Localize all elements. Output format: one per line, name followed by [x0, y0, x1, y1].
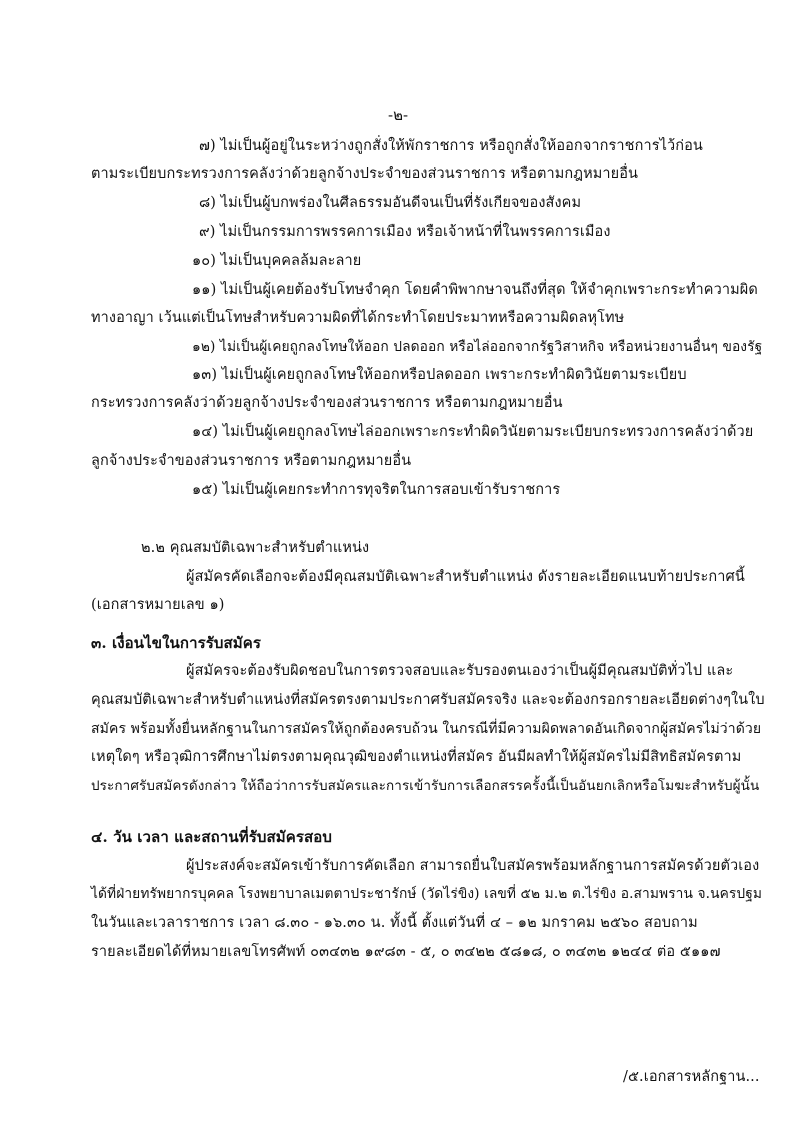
- qualification-item-14-line-1: ๑๔) ไม่เป็นผู้เคยถูกลงโทษไล่ออกเพราะกระทำผิดวินัยตามระเบียบกระทรวงการคลังว่าด้วย: [192, 424, 754, 440]
- section-4-line-4: รายละเอียดได้ที่หมายเลขโทรศัพท์ ๐๓๔๓๒ ๑๙๘๓ - ๕, ๐ ๓๔๒๒ ๕๘๑๘, ๐ ๓๔๓๒ ๑๒๔๔ ต่อ ๕๑๑๗: [91, 944, 721, 960]
- qualification-item-13-line-2: กระทรวงการคลังว่าด้วยลูกจ้างประจำของส่วนราชการ หรือตามกฎหมายอื่น: [91, 395, 563, 411]
- qualification-item-7-line-1: ๗) ไม่เป็นผู้อยู่ในระหว่างถูกสั่งให้พักราชการ หรือถูกสั่งให้ออกจากราชการไว้ก่อน: [199, 138, 703, 154]
- section-3-line-3: สมัคร พร้อมทั้งยื่นหลักฐานในการสมัครให้ถูกต้องครบถ้วน ในกรณีที่มีความผิดพลาดอันเกิดจากผู้สมัครไม่ว่าด้วย: [91, 721, 762, 737]
- qualification-item-14-line-2: ลูกจ้างประจำของส่วนราชการ หรือตามกฎหมายอื่น: [91, 453, 412, 469]
- section-2-2-line-1: ผู้สมัครคัดเลือกจะต้องมีคุณสมบัติเฉพาะสำหรับตำแหน่ง ดังรายละเอียดแนบท้ายประกาศนี้: [186, 569, 745, 585]
- section-3-line-5: ประกาศรับสมัครดังกล่าว ให้ถือว่าการรับสมัครและการเข้ารับการเลือกสรรครั้งนี้เป็นอันยกเลิกหรือโมฆะสำหรับผู้นั้น: [91, 778, 760, 794]
- section-2-2-heading: ๒.๒ คุณสมบัติเฉพาะสำหรับตำแหน่ง: [141, 540, 370, 556]
- qualification-item-10: ๑๐) ไม่เป็นบุคคลล้มละลาย: [192, 253, 362, 269]
- qualification-item-8: ๘) ไม่เป็นผู้บกพร่องในศีลธรรมอันดีจนเป็นที่รังเกียจของสังคม: [199, 195, 582, 211]
- section-2-2-line-2: (เอกสารหมายเลข ๑): [91, 597, 225, 613]
- qualification-item-9: ๙) ไม่เป็นกรรมการพรรคการเมือง หรือเจ้าหน้าที่ในพรรคการเมือง: [199, 224, 611, 240]
- section-4-line-3: ในวันและเวลาราชการ เวลา ๘.๓๐ - ๑๖.๓๐ น. ทั้งนี้ ตั้งแต่วันที่ ๔ – ๑๒ มกราคม ๒๕๖๐ สอบถาม: [91, 915, 698, 931]
- qualification-item-7-line-2: ตามระเบียบกระทรวงการคลังว่าด้วยลูกจ้างประจำของส่วนราชการ หรือตามกฎหมายอื่น: [91, 166, 639, 182]
- section-3-line-2: คุณสมบัติเฉพาะสำหรับตำแหน่งที่สมัครตรงตามประกาศรับสมัครจริง และจะต้องกรอกรายละเอียดต่างๆในใบ: [91, 692, 765, 708]
- section-4-heading: ๔. วัน เวลา และสถานที่รับสมัครสอบ: [91, 828, 332, 846]
- qualification-item-11-line-1: ๑๑) ไม่เป็นผู้เคยต้องรับโทษจำคุก โดยคำพิพากษาจนถึงที่สุด ให้จำคุกเพราะกระทำความผิด: [192, 282, 758, 298]
- qualification-item-15: ๑๕) ไม่เป็นผู้เคยกระทำการทุจริตในการสอบเข้ารับราชการ: [192, 482, 561, 498]
- page-number: -๒-: [388, 106, 409, 124]
- footer-continuation: /๕.เอกสารหลักฐาน...: [623, 1069, 760, 1085]
- qualification-item-13-line-1: ๑๓) ไม่เป็นผู้เคยถูกลงโทษให้ออกหรือปลดออก เพราะกระทำผิดวินัยตามระเบียบ: [192, 367, 687, 383]
- qualification-item-12: ๑๒) ไม่เป็นผู้เคยถูกลงโทษให้ออก ปลดออก หรือไล่ออกจากรัฐวิสาหกิจ หรือหน่วยงานอื่นๆ ของรัฐ: [192, 339, 763, 355]
- section-3-line-1: ผู้สมัครจะต้องรับผิดชอบในการตรวจสอบและรับรองตนเองว่าเป็นผู้มีคุณสมบัติทั่วไป และ: [186, 663, 734, 679]
- section-4-line-1: ผู้ประสงค์จะสมัครเข้ารับการคัดเลือก สามารถยื่นใบสมัครพร้อมหลักฐานการสมัครด้วยตัวเอง: [186, 858, 760, 874]
- section-3-heading: ๓. เงื่อนไขในการรับสมัคร: [91, 634, 262, 652]
- section-4-line-2: ได้ที่ฝ่ายทรัพยากรบุคคล โรงพยาบาลเมตตาประชารักษ์ (วัดไร่ขิง) เลขที่ ๕๒ ม.๒ ต.ไร่ขิง อ.สามพราน จ.นครปฐม: [91, 886, 763, 902]
- qualification-item-11-line-2: ทางอาญา เว้นแต่เป็นโทษสำหรับความผิดที่ได้กระทำโดยประมาทหรือความผิดลหุโทษ: [91, 310, 625, 326]
- section-3-line-4: เหตุใดๆ หรือวุฒิการศึกษาไม่ตรงตามคุณวุฒิของตำแหน่งที่สมัคร อันมีผลทำให้ผู้สมัครไม่มีสิทธิสมัครตาม: [91, 749, 742, 765]
